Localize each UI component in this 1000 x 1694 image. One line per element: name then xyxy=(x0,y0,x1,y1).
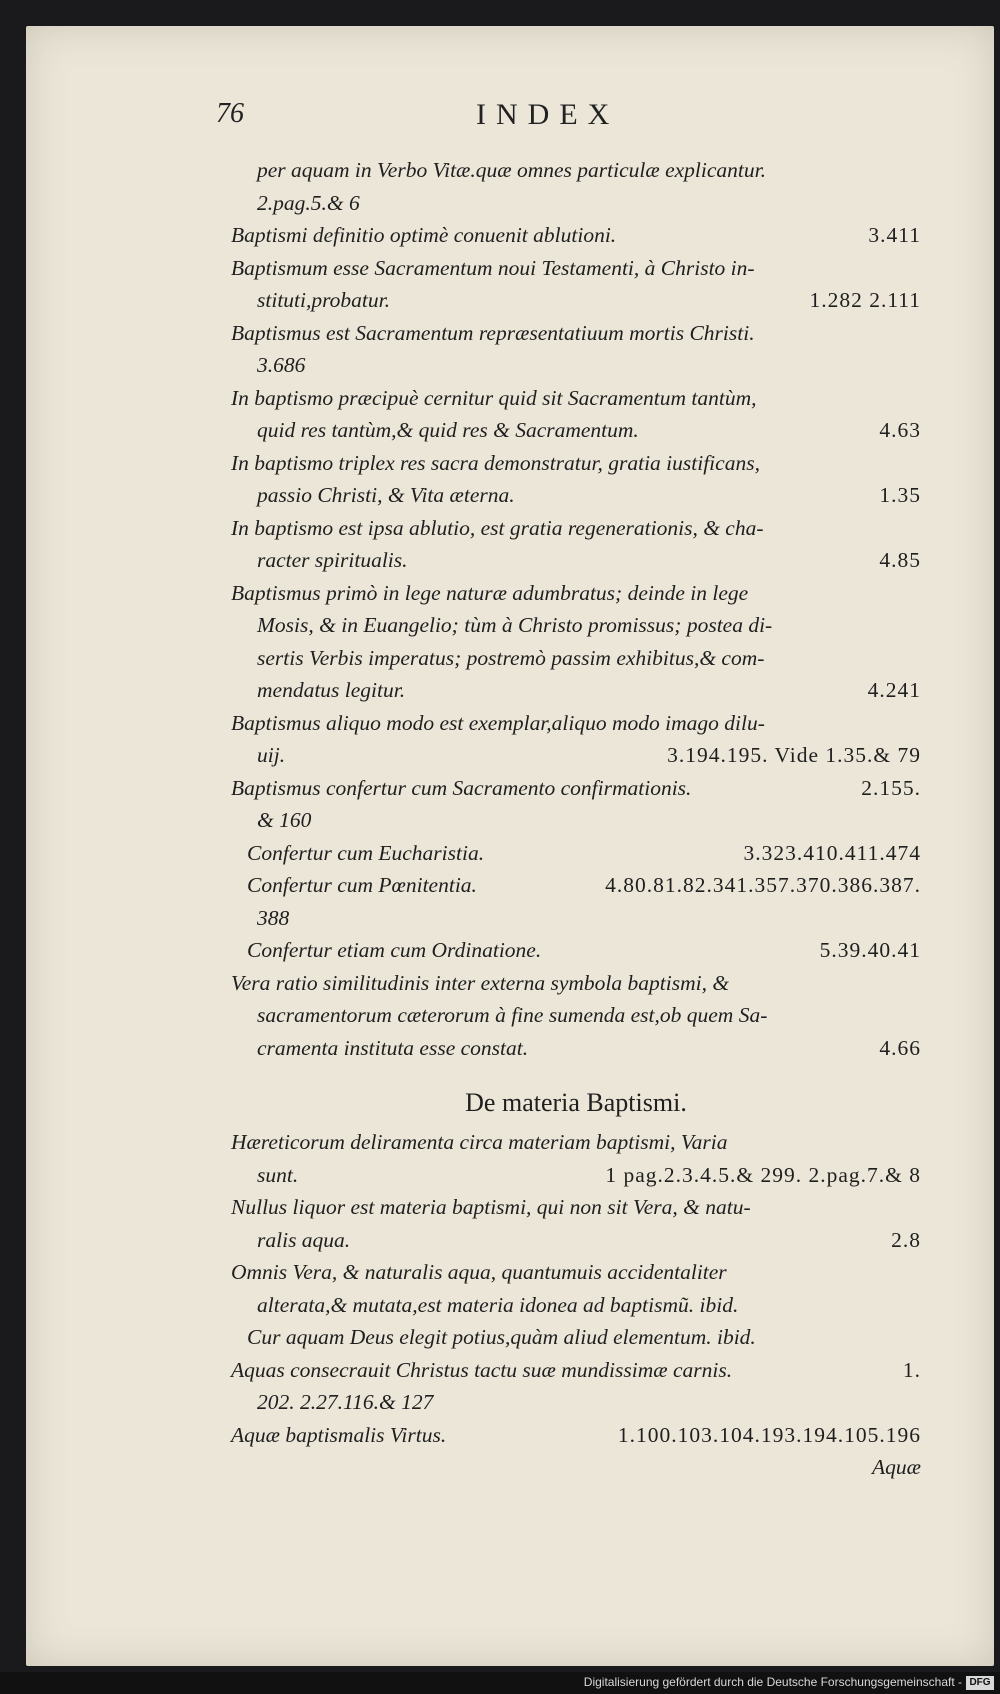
index-line-text: quid res tantùm,& quid res & Sacramentum. xyxy=(257,418,639,442)
index-line xyxy=(231,317,921,350)
index-line xyxy=(231,512,921,545)
running-head: INDEX xyxy=(476,98,620,131)
index-line-text: Baptismus aliquo modo est exemplar,aliquo modo imago dilu- xyxy=(231,710,765,735)
index-line xyxy=(231,284,921,317)
index-line xyxy=(231,1256,921,1289)
index-line xyxy=(231,967,921,1000)
index-line xyxy=(231,999,921,1032)
section-heading xyxy=(231,1074,921,1126)
index-line-reference: 5.39.40.41 xyxy=(819,938,921,962)
index-line-text: & 160 xyxy=(257,808,312,832)
index-line xyxy=(231,609,921,642)
index-line-reference: 1.35 xyxy=(879,483,921,507)
index-line-reference: 4.63 xyxy=(879,418,921,442)
index-line xyxy=(231,154,921,187)
index-line xyxy=(231,1126,921,1159)
footer-bar xyxy=(0,1672,1000,1694)
index-line-text: Confertur cum Pœnitentia. xyxy=(247,873,477,897)
index-line-text: uij. xyxy=(257,743,286,767)
index-line-text: Omnis Vera, & naturalis aqua, quantumuis accidentaliter xyxy=(231,1260,727,1284)
index-line-text: alterata,& mutata,est materia idonea ad baptismũ. ibid. xyxy=(257,1292,739,1317)
index-line-text: 2.pag.5.& 6 xyxy=(257,190,360,215)
index-line-reference: 1.100.103.104.193.194.105.196 xyxy=(617,1422,921,1447)
book-page-scan xyxy=(26,26,994,1666)
index-line xyxy=(231,1354,921,1387)
index-line-text: 388 xyxy=(257,905,290,930)
index-line-text: In baptismo est ipsa ablutio, est gratia regenerationis, & cha- xyxy=(231,515,764,540)
index-line-reference: 4.80.81.82.341.357.370.386.387. xyxy=(605,873,921,897)
index-line-text: Confertur cum Eucharistia. xyxy=(247,840,485,865)
index-line-text: Vera ratio similitudinis inter externa symbola baptismi, & xyxy=(231,970,730,995)
index-line xyxy=(231,902,921,935)
index-line-text: sacramentorum cæterorum à fine sumenda est,ob quem Sa- xyxy=(257,1003,768,1027)
index-line-text: Baptismus primò in lege naturæ adumbratus; deinde in lege xyxy=(231,580,749,605)
catchword-line xyxy=(231,1451,921,1484)
index-line-reference: 2.155. xyxy=(861,775,921,800)
index-line xyxy=(231,479,921,512)
index-line xyxy=(231,837,921,870)
index-line xyxy=(231,804,921,837)
index-line-reference: 1.282 2.111 xyxy=(809,288,921,312)
index-line-text: sertis Verbis imperatus; postremò passim exhibitus,& com- xyxy=(257,645,765,670)
index-line-text: Cur aquam Deus elegit potius,quàm aliud elementum. ibid. xyxy=(247,1325,756,1349)
index-line-text: Baptismus est Sacramentum repræsentatiuum mortis Christi. xyxy=(231,320,755,345)
index-line-text: Baptismus confertur cum Sacramento confirmationis. xyxy=(231,775,692,800)
catchword: Aquæ xyxy=(872,1455,921,1479)
index-line-text: Aquas consecrauit Christus tactu suæ mundissimæ carnis. xyxy=(231,1357,733,1382)
index-line xyxy=(231,707,921,740)
page-number: 76 xyxy=(216,98,244,129)
index-line-text: sunt. xyxy=(257,1162,299,1187)
index-line xyxy=(231,414,921,447)
index-line-text: mendatus legitur. xyxy=(257,678,406,702)
index-line-text: passio Christi, & Vita æterna. xyxy=(257,483,515,507)
index-line xyxy=(231,1159,921,1192)
index-line-text: racter spiritualis. xyxy=(257,548,408,572)
index-line xyxy=(231,1419,921,1452)
index-line-text: ralis aqua. xyxy=(257,1227,351,1252)
index-line-reference: 3.411 xyxy=(868,223,921,247)
index-line-reference: 4.241 xyxy=(867,678,921,702)
index-line xyxy=(231,1224,921,1257)
index-line-text: 202. 2.27.116.& 127 xyxy=(257,1390,434,1414)
index-line-reference: 1 pag.2.3.4.5.& 299. 2.pag.7.& 8 xyxy=(605,1162,921,1187)
index-line-text: In baptismo triplex res sacra demonstratur, gratia iustificans, xyxy=(231,450,760,475)
index-line-reference: 4.85 xyxy=(879,548,921,572)
index-line-reference: 2.8 xyxy=(891,1227,921,1252)
index-line-text: Hæreticorum deliramenta circa materiam baptismi, Varia xyxy=(231,1130,728,1154)
index-line xyxy=(231,642,921,675)
index-line-text: cramenta instituta esse constat. xyxy=(257,1035,529,1060)
index-line-text: In baptismo præcipuè cernitur quid sit Sacramentum tantùm, xyxy=(231,385,757,410)
index-line xyxy=(231,772,921,805)
spacer xyxy=(231,1064,921,1074)
index-line-text: Aquæ baptismalis Virtus. xyxy=(231,1422,447,1447)
index-line xyxy=(231,1032,921,1065)
index-line-reference: 1. xyxy=(902,1357,921,1382)
index-line-reference: 3.194.195. Vide 1.35.& 79 xyxy=(667,743,921,767)
page-header xyxy=(216,98,916,138)
index-line xyxy=(231,739,921,772)
index-line-reference: 3.323.410.411.474 xyxy=(743,840,921,865)
index-line xyxy=(231,447,921,480)
section-heading-text: De materia Baptismi. xyxy=(465,1088,687,1117)
index-line xyxy=(231,187,921,220)
index-line xyxy=(231,252,921,285)
index-line xyxy=(231,1321,921,1354)
index-line-text: Mosis, & in Euangelio; tùm à Christo promissus; postea di- xyxy=(257,613,773,637)
index-line-reference: 4.66 xyxy=(879,1035,921,1060)
index-line xyxy=(231,869,921,902)
index-line xyxy=(231,382,921,415)
index-line-text: stituti,probatur. xyxy=(257,288,391,312)
index-line xyxy=(231,577,921,610)
page-content xyxy=(26,26,994,1666)
index-line-text: Confertur etiam cum Ordinatione. xyxy=(247,938,542,962)
dfg-logo: DFG xyxy=(966,1676,994,1690)
index-line xyxy=(231,544,921,577)
index-line xyxy=(231,1289,921,1322)
index-line-text: Baptismum esse Sacramentum noui Testamenti, à Christo in- xyxy=(231,255,755,280)
index-line xyxy=(231,1386,921,1419)
index-line-text: Baptismi definitio optimè conuenit ablutioni. xyxy=(231,223,617,247)
index-line xyxy=(231,674,921,707)
index-line xyxy=(231,1191,921,1224)
index-line-text: per aquam in Verbo Vitæ.quæ omnes particulæ explicantur. xyxy=(257,158,766,182)
index-entries xyxy=(231,154,921,1484)
index-line-text: Nullus liquor est materia baptismi, qui non sit Vera, & natu- xyxy=(231,1195,751,1219)
index-line xyxy=(231,934,921,967)
index-line-text: 3.686 xyxy=(257,353,306,377)
index-line xyxy=(231,349,921,382)
index-line xyxy=(231,219,921,252)
footer-funding-text: Digitalisierung gefördert durch die Deutsche Forschungsgemeinschaft - xyxy=(583,1675,962,1689)
